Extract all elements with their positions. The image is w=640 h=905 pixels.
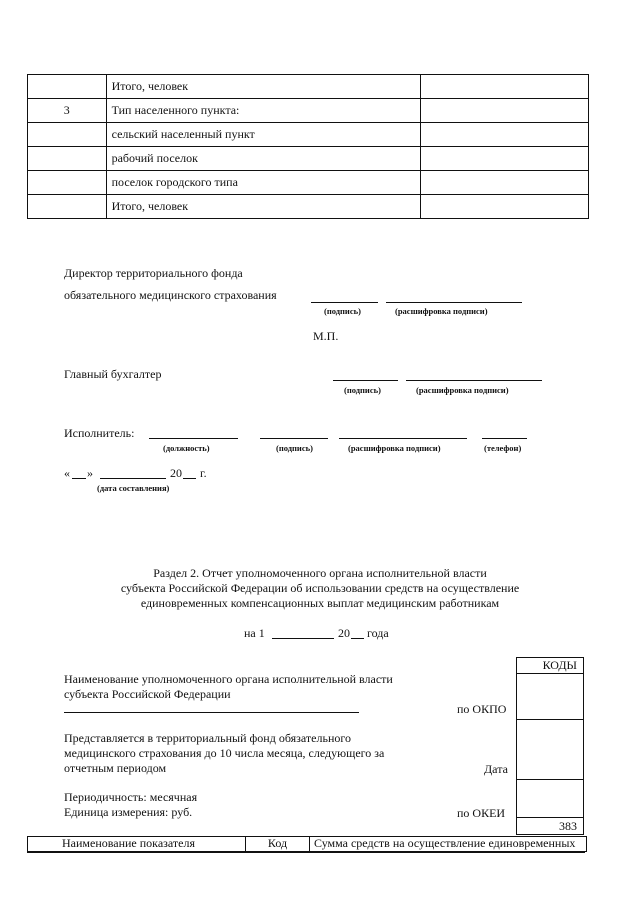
executor-label: Исполнитель: (64, 426, 135, 440)
periodicity: Периодичность: месячная (64, 790, 198, 804)
col-code: Код (246, 837, 310, 851)
table-divider (27, 852, 585, 853)
executor-phone-line[interactable] (482, 438, 527, 439)
row-value (421, 123, 589, 147)
date-month-line[interactable] (100, 478, 166, 479)
date-year-line[interactable] (183, 478, 196, 479)
row-number: 3 (28, 99, 107, 123)
population-table (27, 74, 589, 219)
director-sign-caption: (подпись) (324, 306, 361, 316)
executor-signature-line[interactable] (260, 438, 328, 439)
row-number (28, 75, 107, 99)
director-title-line1: Директор территориального фонда (64, 266, 243, 280)
row-label: поселок городского типа (106, 171, 420, 195)
submitted-line1: Представляется в территориальный фонд обязательного (64, 731, 351, 745)
unit-of-measure: Единица измерения: руб. (64, 805, 193, 819)
indicators-table-header (27, 836, 587, 852)
org-name-line1: Наименование уполномоченного органа исполнительной власти (64, 672, 393, 686)
row-number (28, 123, 107, 147)
submitted-line3: отчетным периодом (64, 761, 167, 775)
row-label: Тип населенного пункта: (106, 99, 420, 123)
executor-decode-line[interactable] (339, 438, 467, 439)
row-number (28, 147, 107, 171)
stamp-mark: М.П. (313, 329, 339, 343)
okpo-label: по ОКПО (457, 702, 507, 716)
row-value (421, 99, 589, 123)
codes-box (516, 657, 584, 835)
chief-signature-line[interactable] (333, 380, 398, 381)
table-row (28, 195, 589, 219)
as-of-suffix: года (367, 626, 389, 640)
table-row (28, 171, 589, 195)
row-label: Итого, человек (106, 195, 420, 219)
chief-decode-line[interactable] (406, 380, 542, 381)
table-row (28, 147, 589, 171)
executor-decode-caption: (расшифровка подписи) (348, 443, 441, 453)
row-label: рабочий поселок (106, 147, 420, 171)
date-year-prefix: 20 (170, 466, 182, 480)
date-quote-open: « (64, 466, 70, 480)
date-code-label: Дата (484, 762, 508, 776)
date-code-field[interactable] (517, 719, 583, 779)
date-day-line[interactable] (72, 478, 86, 479)
date-year-suffix: г. (200, 466, 207, 480)
table-row (28, 99, 589, 123)
director-signature-line[interactable] (311, 302, 378, 303)
okei-code-value: 383 (517, 817, 583, 834)
okpo-code-field[interactable] (517, 673, 583, 719)
row-value (421, 147, 589, 171)
executor-position-line[interactable] (149, 438, 238, 439)
section2-title-line3: единовременных компенсационных выплат медицинским работникам (140, 596, 500, 610)
chief-sign-caption: (подпись) (344, 385, 381, 395)
codes-spacer (517, 779, 583, 817)
col-amount: Сумма средств на осуществление единовременных (314, 837, 576, 850)
okei-label: по ОКЕИ (457, 806, 506, 820)
section2-title-line1: Раздел 2. Отчет уполномоченного органа исполнительной власти (153, 566, 487, 580)
row-value (421, 171, 589, 195)
as-of-month-line[interactable] (272, 638, 334, 639)
submitted-line2: медицинского страхования до 10 числа месяца, следующего за (64, 746, 385, 760)
row-label: Итого, человек (106, 75, 420, 99)
row-number (28, 171, 107, 195)
table-row (28, 123, 589, 147)
director-title-line2: обязательного медицинского страхования (64, 288, 277, 302)
row-label: сельский населенный пункт (106, 123, 420, 147)
director-decode-line[interactable] (386, 302, 522, 303)
executor-position-caption: (должность) (163, 443, 210, 453)
director-decode-caption: (расшифровка подписи) (395, 306, 488, 316)
as-of-year-line[interactable] (351, 638, 364, 639)
section2-title-line2: субъекта Российской Федерации об использовании средств на осуществление (120, 581, 520, 595)
chief-accountant-label: Главный бухгалтер (64, 367, 162, 381)
as-of-prefix: на 1 (244, 626, 265, 640)
row-number (28, 195, 107, 219)
as-of-year-prefix: 20 (338, 626, 350, 640)
date-caption: (дата составления) (97, 483, 170, 493)
chief-decode-caption: (расшифровка подписи) (416, 385, 509, 395)
executor-sign-caption: (подпись) (276, 443, 313, 453)
table-row (28, 75, 589, 99)
col-indicator-name: Наименование показателя (28, 837, 246, 851)
row-value (421, 75, 589, 99)
org-name-line2: субъекта Российской Федерации (64, 687, 231, 701)
row-value (421, 195, 589, 219)
codes-header: КОДЫ (542, 658, 577, 672)
executor-phone-caption: (телефон) (484, 443, 522, 453)
date-quote-close: » (87, 466, 93, 480)
org-name-field[interactable] (64, 712, 359, 713)
